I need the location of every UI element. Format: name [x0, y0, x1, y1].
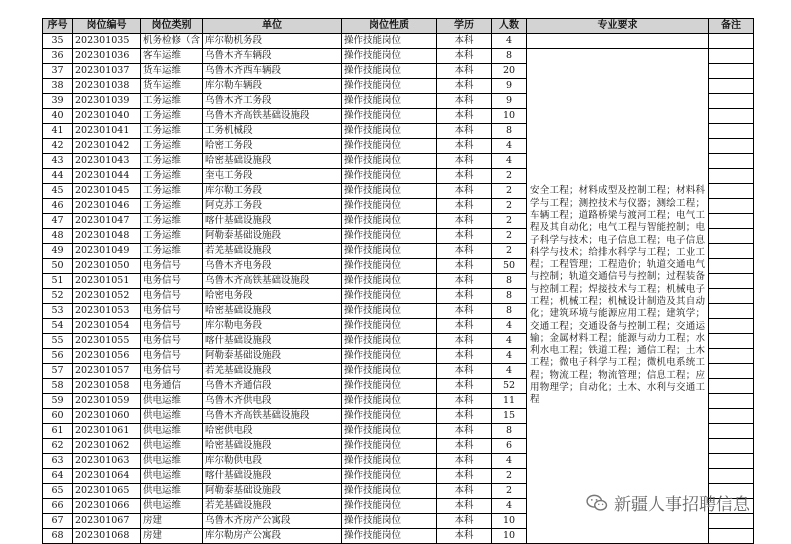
cell-headcount: 4: [492, 499, 527, 514]
cell-remarks: [709, 244, 754, 259]
cell-post-category: 工务运维: [141, 229, 203, 244]
cell-remarks: [709, 529, 754, 544]
cell-remarks: [709, 199, 754, 214]
cell-seq: 65: [43, 484, 73, 499]
cell-headcount: 52: [492, 379, 527, 394]
cell-unit: 乌鲁木齐高铁基础设施段: [203, 274, 342, 289]
header-post-nature: 岗位性质: [342, 19, 437, 34]
cell-post-code: 202301068: [73, 529, 141, 544]
cell-remarks: [709, 124, 754, 139]
cell-major-requirement-empty: [527, 34, 709, 49]
header-unit: 单位: [203, 19, 342, 34]
cell-post-nature: 操作技能岗位: [342, 349, 437, 364]
cell-post-category: 供电运维: [141, 424, 203, 439]
cell-post-nature: 操作技能岗位: [342, 79, 437, 94]
cell-post-code: 202301064: [73, 469, 141, 484]
cell-headcount: 4: [492, 34, 527, 49]
cell-post-category: 电务通信: [141, 379, 203, 394]
header-education: 学历: [437, 19, 492, 34]
cell-seq: 50: [43, 259, 73, 274]
cell-education: 本科: [437, 49, 492, 64]
cell-post-category: 房建: [141, 514, 203, 529]
cell-post-category: 电务信号: [141, 364, 203, 379]
cell-post-category: 电务信号: [141, 304, 203, 319]
cell-education: 本科: [437, 259, 492, 274]
cell-remarks: [709, 64, 754, 79]
cell-headcount: 4: [492, 319, 527, 334]
cell-post-category: 电务信号: [141, 319, 203, 334]
cell-post-nature: 操作技能岗位: [342, 439, 437, 454]
cell-remarks: [709, 439, 754, 454]
cell-post-nature: 操作技能岗位: [342, 529, 437, 544]
cell-headcount: 10: [492, 109, 527, 124]
cell-unit: 哈密电务段: [203, 289, 342, 304]
cell-headcount: 4: [492, 334, 527, 349]
cell-post-code: 202301051: [73, 274, 141, 289]
cell-seq: 63: [43, 454, 73, 469]
cell-seq: 41: [43, 124, 73, 139]
cell-headcount: 6: [492, 439, 527, 454]
cell-post-nature: 操作技能岗位: [342, 214, 437, 229]
cell-unit: 若羌基础设施段: [203, 244, 342, 259]
cell-post-code: 202301060: [73, 409, 141, 424]
cell-unit: 工务机械段: [203, 124, 342, 139]
cell-post-code: 202301039: [73, 94, 141, 109]
cell-headcount: 8: [492, 124, 527, 139]
cell-education: 本科: [437, 139, 492, 154]
cell-seq: 36: [43, 49, 73, 64]
cell-post-nature: 操作技能岗位: [342, 469, 437, 484]
cell-unit: 哈密基础设施段: [203, 304, 342, 319]
cell-post-nature: 操作技能岗位: [342, 424, 437, 439]
cell-post-category: 工务运维: [141, 244, 203, 259]
cell-remarks: [709, 229, 754, 244]
cell-post-code: 202301049: [73, 244, 141, 259]
cell-post-code: 202301053: [73, 304, 141, 319]
cell-headcount: 4: [492, 454, 527, 469]
cell-unit: 喀什基础设施段: [203, 214, 342, 229]
cell-post-nature: 操作技能岗位: [342, 259, 437, 274]
cell-unit: 乌鲁木齐高铁基础设施段: [203, 409, 342, 424]
cell-unit: 阿勒泰基础设施段: [203, 349, 342, 364]
cell-education: 本科: [437, 514, 492, 529]
cell-post-code: 202301067: [73, 514, 141, 529]
cell-remarks: [709, 319, 754, 334]
cell-education: 本科: [437, 319, 492, 334]
watermark: [586, 490, 750, 515]
cell-post-code: 202301052: [73, 289, 141, 304]
cell-post-category: 工务运维: [141, 94, 203, 109]
cell-headcount: 20: [492, 64, 527, 79]
cell-post-code: 202301044: [73, 169, 141, 184]
cell-headcount: 2: [492, 199, 527, 214]
cell-remarks: [709, 184, 754, 199]
cell-remarks: [709, 454, 754, 469]
cell-headcount: 8: [492, 274, 527, 289]
cell-post-category: 工务运维: [141, 109, 203, 124]
cell-remarks: [709, 364, 754, 379]
cell-headcount: 2: [492, 229, 527, 244]
cell-post-category: 客车运维: [141, 49, 203, 64]
cell-remarks: [709, 94, 754, 109]
cell-seq: 45: [43, 184, 73, 199]
cell-post-nature: 操作技能岗位: [342, 364, 437, 379]
cell-post-code: 202301056: [73, 349, 141, 364]
cell-unit: 库尔勒房产公寓段: [203, 529, 342, 544]
cell-seq: 43: [43, 154, 73, 169]
cell-headcount: 4: [492, 139, 527, 154]
cell-education: 本科: [437, 484, 492, 499]
cell-unit: 乌鲁木齐电务段: [203, 259, 342, 274]
cell-post-category: 工务运维: [141, 199, 203, 214]
cell-post-category: 电务信号: [141, 289, 203, 304]
header-major-requirement: 专业要求: [527, 19, 709, 34]
cell-remarks: [709, 409, 754, 424]
cell-remarks: [709, 289, 754, 304]
cell-education: 本科: [437, 334, 492, 349]
cell-remarks: [709, 349, 754, 364]
cell-seq: 49: [43, 244, 73, 259]
table-header-row: [43, 19, 754, 34]
cell-headcount: 10: [492, 529, 527, 544]
cell-post-category: 工务运维: [141, 214, 203, 229]
cell-post-category: 电务信号: [141, 349, 203, 364]
cell-post-code: 202301054: [73, 319, 141, 334]
cell-unit: 哈密基础设施段: [203, 154, 342, 169]
cell-unit: 喀什基础设施段: [203, 469, 342, 484]
cell-education: 本科: [437, 199, 492, 214]
cell-seq: 38: [43, 79, 73, 94]
table-body: [43, 34, 754, 544]
cell-seq: 52: [43, 289, 73, 304]
cell-post-code: 202301037: [73, 64, 141, 79]
cell-post-category: 工务运维: [141, 184, 203, 199]
cell-seq: 64: [43, 469, 73, 484]
cell-seq: 39: [43, 94, 73, 109]
cell-post-nature: 操作技能岗位: [342, 229, 437, 244]
cell-remarks: [709, 514, 754, 529]
cell-headcount: 2: [492, 214, 527, 229]
cell-post-code: 202301048: [73, 229, 141, 244]
cell-post-category: 电务信号: [141, 259, 203, 274]
cell-education: 本科: [437, 109, 492, 124]
cell-post-code: 202301055: [73, 334, 141, 349]
cell-post-nature: 操作技能岗位: [342, 484, 437, 499]
cell-headcount: 8: [492, 289, 527, 304]
cell-education: 本科: [437, 379, 492, 394]
cell-headcount: 50: [492, 259, 527, 274]
cell-post-nature: 操作技能岗位: [342, 94, 437, 109]
cell-post-code: 202301059: [73, 394, 141, 409]
cell-seq: 67: [43, 514, 73, 529]
cell-education: 本科: [437, 154, 492, 169]
cell-post-nature: 操作技能岗位: [342, 49, 437, 64]
cell-post-category: 供电运维: [141, 469, 203, 484]
cell-headcount: 2: [492, 484, 527, 499]
cell-post-nature: 操作技能岗位: [342, 514, 437, 529]
cell-education: 本科: [437, 469, 492, 484]
cell-education: 本科: [437, 349, 492, 364]
cell-unit: 库尔勒电务段: [203, 319, 342, 334]
cell-headcount: 15: [492, 409, 527, 424]
cell-unit: 库尔勒工务段: [203, 184, 342, 199]
cell-post-nature: 操作技能岗位: [342, 334, 437, 349]
cell-post-nature: 操作技能岗位: [342, 199, 437, 214]
cell-post-nature: 操作技能岗位: [342, 454, 437, 469]
cell-remarks: [709, 79, 754, 94]
cell-remarks: [709, 274, 754, 289]
cell-unit: 库尔勒车辆段: [203, 79, 342, 94]
cell-post-nature: 操作技能岗位: [342, 184, 437, 199]
cell-education: 本科: [437, 169, 492, 184]
cell-seq: 61: [43, 424, 73, 439]
cell-seq: 62: [43, 439, 73, 454]
cell-headcount: 10: [492, 514, 527, 529]
cell-unit: 阿勒泰基础设施段: [203, 229, 342, 244]
cell-education: 本科: [437, 304, 492, 319]
cell-seq: 51: [43, 274, 73, 289]
cell-seq: 59: [43, 394, 73, 409]
cell-post-category: 房建: [141, 529, 203, 544]
cell-seq: 57: [43, 364, 73, 379]
cell-headcount: 4: [492, 154, 527, 169]
cell-remarks: [709, 214, 754, 229]
cell-post-category: 工务运维: [141, 154, 203, 169]
cell-post-nature: 操作技能岗位: [342, 304, 437, 319]
cell-education: 本科: [437, 184, 492, 199]
cell-post-code: 202301047: [73, 214, 141, 229]
table-row: [43, 49, 754, 64]
cell-post-nature: 操作技能岗位: [342, 499, 437, 514]
cell-education: 本科: [437, 289, 492, 304]
cell-post-nature: 操作技能岗位: [342, 274, 437, 289]
cell-seq: 46: [43, 199, 73, 214]
cell-post-code: 202301046: [73, 199, 141, 214]
cell-headcount: 2: [492, 244, 527, 259]
cell-remarks: [709, 154, 754, 169]
cell-seq: 35: [43, 34, 73, 49]
cell-post-code: 202301058: [73, 379, 141, 394]
cell-post-category: 供电运维: [141, 454, 203, 469]
cell-unit: 哈密供电段: [203, 424, 342, 439]
cell-post-category: 供电运维: [141, 409, 203, 424]
cell-post-category: 供电运维: [141, 499, 203, 514]
recruitment-table-sheet: [42, 18, 754, 544]
cell-post-code: 202301045: [73, 184, 141, 199]
cell-unit: 哈密工务段: [203, 139, 342, 154]
cell-seq: 60: [43, 409, 73, 424]
cell-unit: 若羌基础设施段: [203, 499, 342, 514]
cell-post-nature: 操作技能岗位: [342, 139, 437, 154]
cell-post-nature: 操作技能岗位: [342, 169, 437, 184]
cell-post-nature: 操作技能岗位: [342, 244, 437, 259]
cell-unit: 喀什基础设施段: [203, 334, 342, 349]
cell-remarks: [709, 394, 754, 409]
header-post-category: 岗位类别: [141, 19, 203, 34]
cell-seq: 56: [43, 349, 73, 364]
cell-post-code: 202301063: [73, 454, 141, 469]
cell-unit: 若羌基础设施段: [203, 364, 342, 379]
cell-remarks: [709, 259, 754, 274]
cell-post-code: 202301042: [73, 139, 141, 154]
cell-seq: 66: [43, 499, 73, 514]
major-requirement-cell: 安全工程；材料成型及控制工程；材料科学与工程；测控技术与仪器；测绘工程；车辆工程；道路桥梁与渡河工程；电气工程及其自动化；电气工程与智能控制；电子科学与技术；电子信息工程；电子信息科学与技术；给排水科学与工程；工业工程；工程管理；工程造价；轨道交通电气与控制；轨道交通信号与控制；过程装备与控制工程；焊接技术与工程；机械电子工程；机械工程；机械设计制造及其自动化；建筑环境与能源应用工程；建筑学；交通工程；交通设备与控制工程；交通运输；金属材料工程；能源与动力工程；水利水电工程；铁道工程；通信工程；土木工程；微电子科学与工程；微机电系统工程；物流工程；物流管理；信息工程；应用物理学；自动化；土木、水利与交通工程: [527, 49, 709, 544]
cell-education: 本科: [437, 79, 492, 94]
cell-post-category: 工务运维: [141, 139, 203, 154]
cell-unit: 奎屯工务段: [203, 169, 342, 184]
cell-seq: 47: [43, 214, 73, 229]
cell-post-category: 电务信号: [141, 274, 203, 289]
cell-post-code: 202301061: [73, 424, 141, 439]
cell-post-code: 202301065: [73, 484, 141, 499]
wechat-logo-icon: [586, 494, 608, 512]
cell-unit: 阿勒泰基础设施段: [203, 484, 342, 499]
cell-education: 本科: [437, 409, 492, 424]
cell-remarks: [709, 379, 754, 394]
cell-unit: 乌鲁木齐通信段: [203, 379, 342, 394]
cell-post-nature: 操作技能岗位: [342, 394, 437, 409]
cell-remarks: [709, 304, 754, 319]
cell-remarks: [709, 469, 754, 484]
cell-seq: 55: [43, 334, 73, 349]
cell-unit: 乌鲁木齐供电段: [203, 394, 342, 409]
cell-seq: 44: [43, 169, 73, 184]
header-headcount: 人数: [492, 19, 527, 34]
header-remarks: 备注: [709, 19, 754, 34]
cell-post-code: 202301050: [73, 259, 141, 274]
cell-seq: 37: [43, 64, 73, 79]
cell-unit: 乌鲁木齐高铁基础设施段: [203, 109, 342, 124]
cell-post-code: 202301062: [73, 439, 141, 454]
cell-unit: 阿克苏工务段: [203, 199, 342, 214]
cell-post-code: 202301036: [73, 49, 141, 64]
cell-education: 本科: [437, 124, 492, 139]
cell-remarks: [709, 424, 754, 439]
cell-unit: 乌鲁木齐车辆段: [203, 49, 342, 64]
cell-education: 本科: [437, 229, 492, 244]
cell-post-code: 202301040: [73, 109, 141, 124]
cell-post-category: 货车运维: [141, 64, 203, 79]
cell-seq: 58: [43, 379, 73, 394]
cell-post-code: 202301038: [73, 79, 141, 94]
cell-education: 本科: [437, 424, 492, 439]
header-seq: 序号: [43, 19, 73, 34]
cell-post-code: 202301066: [73, 499, 141, 514]
cell-education: 本科: [437, 529, 492, 544]
watermark-text: 新疆人事招聘信息: [614, 495, 750, 515]
cell-post-category: 供电运维: [141, 439, 203, 454]
cell-headcount: 9: [492, 94, 527, 109]
cell-remarks: [709, 34, 754, 49]
cell-seq: 42: [43, 139, 73, 154]
table-row: [43, 34, 754, 49]
recruitment-table: [42, 18, 754, 544]
cell-education: 本科: [437, 439, 492, 454]
header-post-code: 岗位编号: [73, 19, 141, 34]
cell-post-nature: 操作技能岗位: [342, 34, 437, 49]
cell-education: 本科: [437, 394, 492, 409]
cell-post-category: 工务运维: [141, 169, 203, 184]
cell-remarks: [709, 139, 754, 154]
cell-education: 本科: [437, 34, 492, 49]
cell-post-code: 202301035: [73, 34, 141, 49]
cell-education: 本科: [437, 94, 492, 109]
cell-headcount: 2: [492, 184, 527, 199]
cell-post-category: 供电运维: [141, 484, 203, 499]
cell-seq: 54: [43, 319, 73, 334]
cell-headcount: 11: [492, 394, 527, 409]
cell-unit: 乌鲁木齐西车辆段: [203, 64, 342, 79]
cell-post-nature: 操作技能岗位: [342, 319, 437, 334]
cell-post-nature: 操作技能岗位: [342, 409, 437, 424]
cell-unit: 库尔勒供电段: [203, 454, 342, 469]
cell-post-code: 202301041: [73, 124, 141, 139]
cell-seq: 68: [43, 529, 73, 544]
cell-post-nature: 操作技能岗位: [342, 154, 437, 169]
cell-headcount: 2: [492, 169, 527, 184]
cell-unit: 乌鲁木齐工务段: [203, 94, 342, 109]
cell-seq: 40: [43, 109, 73, 124]
cell-education: 本科: [437, 64, 492, 79]
cell-post-code: 202301043: [73, 154, 141, 169]
cell-headcount: 2: [492, 469, 527, 484]
cell-remarks: [709, 49, 754, 64]
cell-post-category: 货车运维: [141, 79, 203, 94]
cell-education: 本科: [437, 214, 492, 229]
cell-post-nature: 操作技能岗位: [342, 379, 437, 394]
cell-post-nature: 操作技能岗位: [342, 124, 437, 139]
cell-education: 本科: [437, 499, 492, 514]
cell-education: 本科: [437, 274, 492, 289]
cell-unit: 哈密基础设施段: [203, 439, 342, 454]
cell-education: 本科: [437, 454, 492, 469]
cell-post-nature: 操作技能岗位: [342, 109, 437, 124]
cell-headcount: 8: [492, 304, 527, 319]
cell-seq: 48: [43, 229, 73, 244]
cell-post-category: 机务检修（含: [141, 34, 203, 49]
cell-post-category: 供电运维: [141, 394, 203, 409]
cell-unit: 乌鲁木齐房产公寓段: [203, 514, 342, 529]
cell-post-code: 202301057: [73, 364, 141, 379]
cell-headcount: 4: [492, 364, 527, 379]
cell-post-category: 工务运维: [141, 124, 203, 139]
cell-remarks: [709, 109, 754, 124]
cell-post-nature: 操作技能岗位: [342, 289, 437, 304]
cell-headcount: 8: [492, 424, 527, 439]
cell-seq: 53: [43, 304, 73, 319]
cell-headcount: 8: [492, 49, 527, 64]
cell-headcount: 4: [492, 349, 527, 364]
cell-unit: 库尔勒机务段: [203, 34, 342, 49]
cell-post-category: 电务信号: [141, 334, 203, 349]
cell-remarks: [709, 169, 754, 184]
cell-headcount: 9: [492, 79, 527, 94]
cell-education: 本科: [437, 364, 492, 379]
cell-post-nature: 操作技能岗位: [342, 64, 437, 79]
cell-education: 本科: [437, 244, 492, 259]
cell-remarks: [709, 334, 754, 349]
